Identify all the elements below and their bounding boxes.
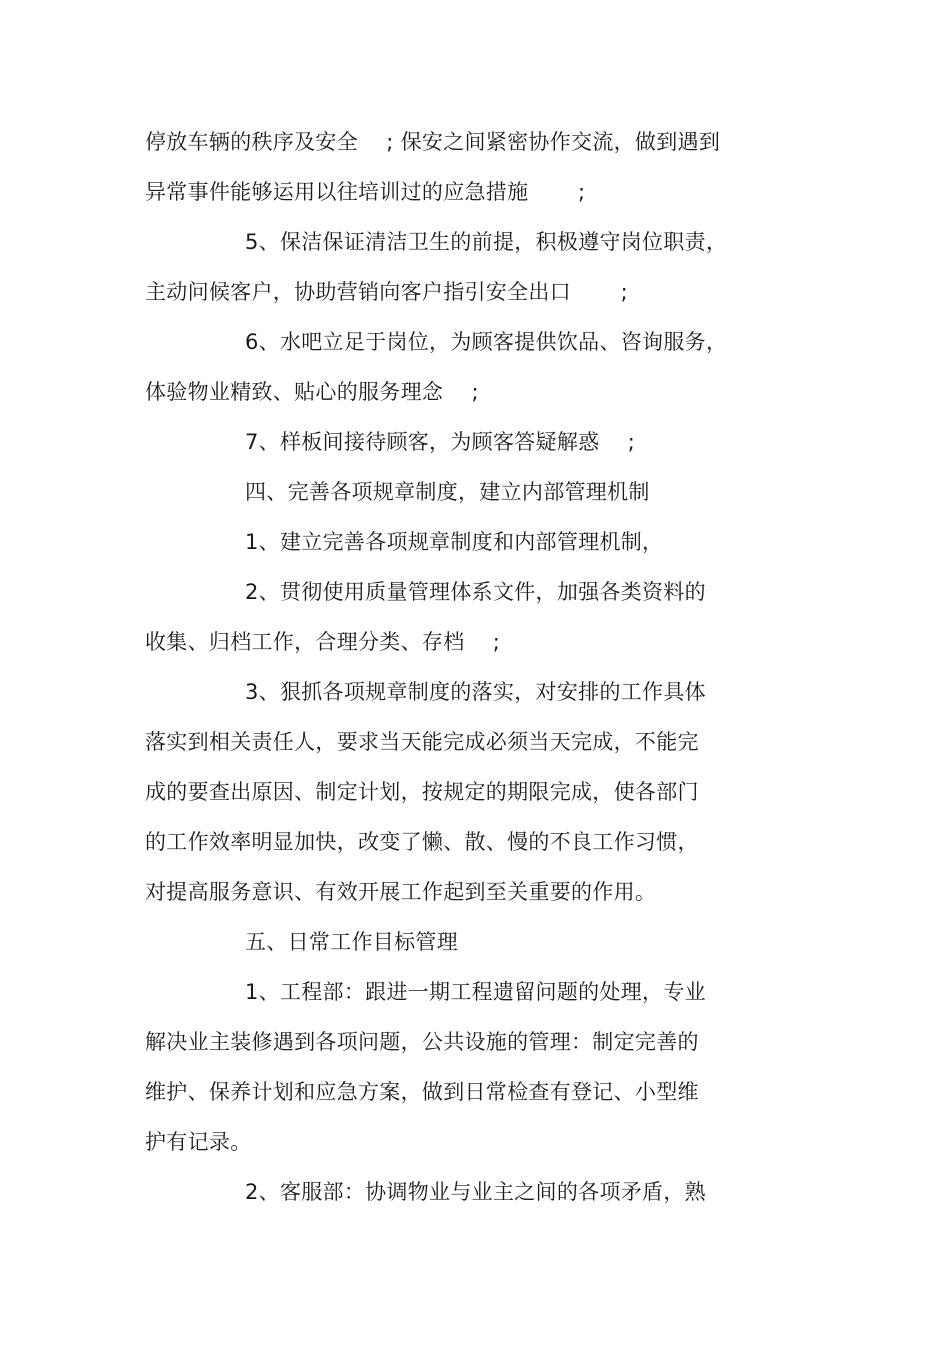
paragraph-line: 对提高服务意识、有效开展工作起到至关重要的作用。: [145, 880, 657, 904]
paragraph-line: 体验物业精致、贴心的服务理念 ;: [145, 380, 479, 404]
paragraph-line: 6、水吧立足于岗位，为顾客提供饮品、咨询服务，: [245, 330, 728, 354]
paragraph-line: 维护、保养计划和应急方案，做到日常检查有登记、小型维: [145, 1080, 699, 1104]
paragraph-line: 的工作效率明显加快，改变了懒、散、慢的不良工作习惯，: [145, 830, 699, 854]
paragraph-line: 2、贯彻使用质量管理体系文件，加强各类资料的: [245, 580, 706, 604]
paragraph-line: 2、客服部：协调物业与业主之间的各项矛盾，熟: [245, 1180, 706, 1204]
paragraph-line: 1、工程部：跟进一期工程遗留问题的处理，专业: [245, 980, 706, 1004]
paragraph-line: 护有记录。: [145, 1130, 252, 1154]
paragraph-line: 5、保洁保证清洁卫生的前提，积极遵守岗位职责，: [245, 230, 728, 254]
paragraph-line: 3、狠抓各项规章制度的落实，对安排的工作具体: [245, 680, 706, 704]
section-heading: 四、完善各项规章制度，建立内部管理机制: [245, 480, 650, 504]
paragraph-line: 主动问候客户，协助营销向客户指引安全出口 ;: [145, 280, 628, 304]
section-heading: 五、日常工作目标管理: [245, 930, 458, 954]
paragraph-line: 停放车辆的秩序及安全 ; 保安之间紧密协作交流，做到遇到: [145, 130, 721, 154]
paragraph-line: 成的要查出原因、制定计划，按规定的期限完成，使各部门: [145, 780, 699, 804]
paragraph-line: 收集、归档工作，合理分类、存档 ;: [145, 630, 501, 654]
paragraph-line: 解决业主装修遇到各项问题，公共设施的管理：制定完善的: [145, 1030, 699, 1054]
paragraph-line: 异常事件能够运用以往培训过的应急措施 ;: [145, 180, 586, 204]
paragraph-line: 落实到相关责任人，要求当天能完成必须当天完成，不能完: [145, 730, 699, 754]
paragraph-line: 1、建立完善各项规章制度和内部管理机制，: [245, 530, 664, 554]
paragraph-line: 7、样板间接待顾客，为顾客答疑解惑 ;: [245, 430, 636, 454]
